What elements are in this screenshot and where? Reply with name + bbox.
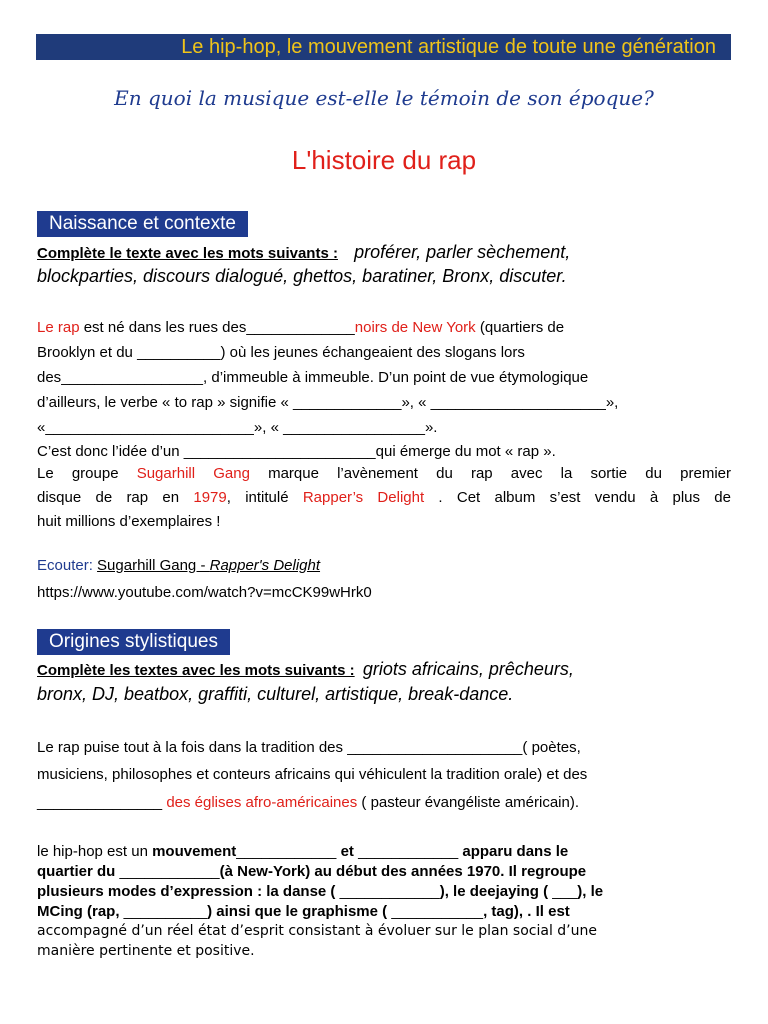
text-span: , intitulé — [226, 489, 289, 506]
text-span: disque de rap en — [37, 489, 180, 506]
blank-field[interactable]: __________ — [137, 344, 221, 361]
blank-field[interactable]: __________ — [123, 903, 208, 920]
text-line — [37, 739, 581, 756]
blank-field[interactable]: ____________ — [358, 843, 459, 860]
text-span: C’est donc l’idée d’un — [37, 443, 180, 460]
blank-field[interactable]: _____________ — [292, 394, 402, 411]
text-line — [37, 903, 570, 920]
text-line — [37, 419, 437, 436]
text-span: noirs de New York — [354, 319, 476, 336]
text-line — [37, 319, 564, 336]
listen-line — [37, 557, 320, 574]
blank-field[interactable]: ____________ — [119, 863, 220, 880]
word-list: griots africains, prêcheurs, — [362, 659, 574, 679]
text-line — [37, 843, 568, 860]
text-span: mouvement — [152, 843, 237, 860]
youtube-link[interactable]: https://www.youtube.com/watch?v=mcCK99wHrk0 — [37, 584, 372, 601]
page-question: En quoi la musique est-elle le témoin de son époque? — [114, 86, 654, 110]
text-span: apparu dans le — [462, 843, 569, 860]
blank-field[interactable]: _________________ — [283, 419, 425, 436]
text-span: est né dans les rues des — [83, 319, 247, 336]
text-span: ». — [424, 419, 438, 436]
text-span: et — [340, 843, 354, 860]
listen-artist: Sugarhill Gang - — [97, 557, 210, 574]
blank-field[interactable]: ___________ — [391, 903, 484, 920]
blank-field[interactable]: _____________________ — [430, 394, 606, 411]
text-span: , d’immeuble à immeuble. D’un point de vue étymologique — [203, 369, 589, 386]
text-span: ( pasteur évangéliste américain). — [361, 794, 580, 811]
text-span: ), le — [577, 883, 604, 900]
text-span: . Cet album s’est vendu à plus de — [438, 489, 731, 506]
listen-song: Rapper's Delight — [209, 557, 321, 574]
text-span: d’ailleurs, le verbe « to rap » signifie « — [37, 394, 289, 411]
text-line — [37, 394, 618, 411]
text-line: accompagné d’un réel état d’esprit consistant à évoluer sur le plan social d’une — [37, 923, 597, 939]
text-span: 1979 — [193, 489, 227, 506]
instruction: Complète le texte avec les mots suivants : — [37, 245, 338, 262]
text-line: huit millions d’exemplaires ! — [37, 513, 221, 530]
text-span: quartier du — [37, 863, 116, 880]
instruction-line-2 — [37, 659, 574, 680]
text-line — [37, 465, 731, 482]
text-span: plusieurs modes d’expression : la danse ( — [37, 883, 336, 900]
text-line: musiciens, philosophes et conteurs africains qui véhiculent la tradition orale) et des — [37, 766, 588, 783]
text-line — [37, 883, 603, 900]
blank-field[interactable]: _____________ — [246, 319, 355, 336]
text-span: Le rap — [37, 319, 80, 336]
text-span: (quartiers de — [479, 319, 565, 336]
text-line — [37, 443, 556, 460]
blank-field[interactable]: ___ — [552, 883, 578, 900]
text-line — [37, 344, 525, 361]
text-span: ) où les jeunes échangeaient des slogans lors — [220, 344, 525, 361]
blank-field[interactable]: ____________ — [236, 843, 337, 860]
blank-field[interactable]: _______________________ — [183, 443, 376, 460]
blank-field[interactable]: _______________ — [37, 794, 163, 811]
text-span: des — [37, 369, 62, 386]
text-span: , tag), — [483, 903, 524, 920]
text-span: Sugarhill Gang — [136, 465, 250, 482]
blank-field[interactable]: ____________ — [339, 883, 440, 900]
text-span: « — [37, 419, 46, 436]
text-span: Rapper’s Delight — [302, 489, 425, 506]
text-span: ( poètes, — [522, 739, 581, 756]
word-list-2: blockparties, discours dialogué, ghettos, baratiner, Bronx, discuter. — [37, 266, 567, 286]
instruction-line-1 — [37, 242, 570, 263]
word-list: proférer, parler sèchement, — [354, 242, 571, 262]
text-span: Brooklyn et du — [37, 344, 133, 361]
word-list-2: bronx, DJ, beatbox, graffiti, culturel, artistique, break-dance. — [37, 684, 514, 704]
text-span: des églises afro-américaines — [166, 794, 358, 811]
section-heading-naissance: Naissance et contexte — [37, 211, 248, 237]
text-span: Le rap puise tout à la fois dans la tradition des — [37, 739, 344, 756]
listen-label: Ecouter: — [37, 557, 93, 574]
banner-title: Le hip-hop, le mouvement artistique de toute une génération — [40, 35, 716, 59]
text-line — [37, 863, 586, 880]
text-span: le hip-hop est un — [37, 843, 148, 860]
page-title: L'histoire du rap — [291, 145, 477, 175]
blank-field[interactable]: _________________________ — [45, 419, 254, 436]
text-span: ) ainsi que le graphisme ( — [207, 903, 388, 920]
text-line — [37, 489, 731, 506]
text-span: », « — [253, 419, 279, 436]
text-line: manière pertinente et positive. — [37, 943, 255, 959]
section-heading-origines: Origines stylistiques — [37, 629, 230, 655]
text-span: qui émerge du mot « rap ». — [375, 443, 556, 460]
text-span: », — [605, 394, 619, 411]
text-span: (à New-York) au début des années 1970. Il regroupe — [219, 863, 587, 880]
text-line — [37, 794, 579, 811]
text-span: Le groupe — [37, 465, 119, 482]
text-span: . Il est — [527, 903, 570, 920]
instruction: Complète les textes avec les mots suivants : — [37, 662, 355, 679]
text-span: MCing (rap, — [37, 903, 120, 920]
text-line — [37, 369, 588, 386]
text-span: marque l’avènement du rap avec la sortie du premier — [268, 465, 731, 482]
text-span: ), le deejaying ( — [439, 883, 549, 900]
listen-link[interactable] — [97, 557, 320, 574]
text-span: », « — [401, 394, 427, 411]
blank-field[interactable]: _____________________ — [347, 739, 523, 756]
blank-field[interactable]: _________________ — [61, 369, 204, 386]
